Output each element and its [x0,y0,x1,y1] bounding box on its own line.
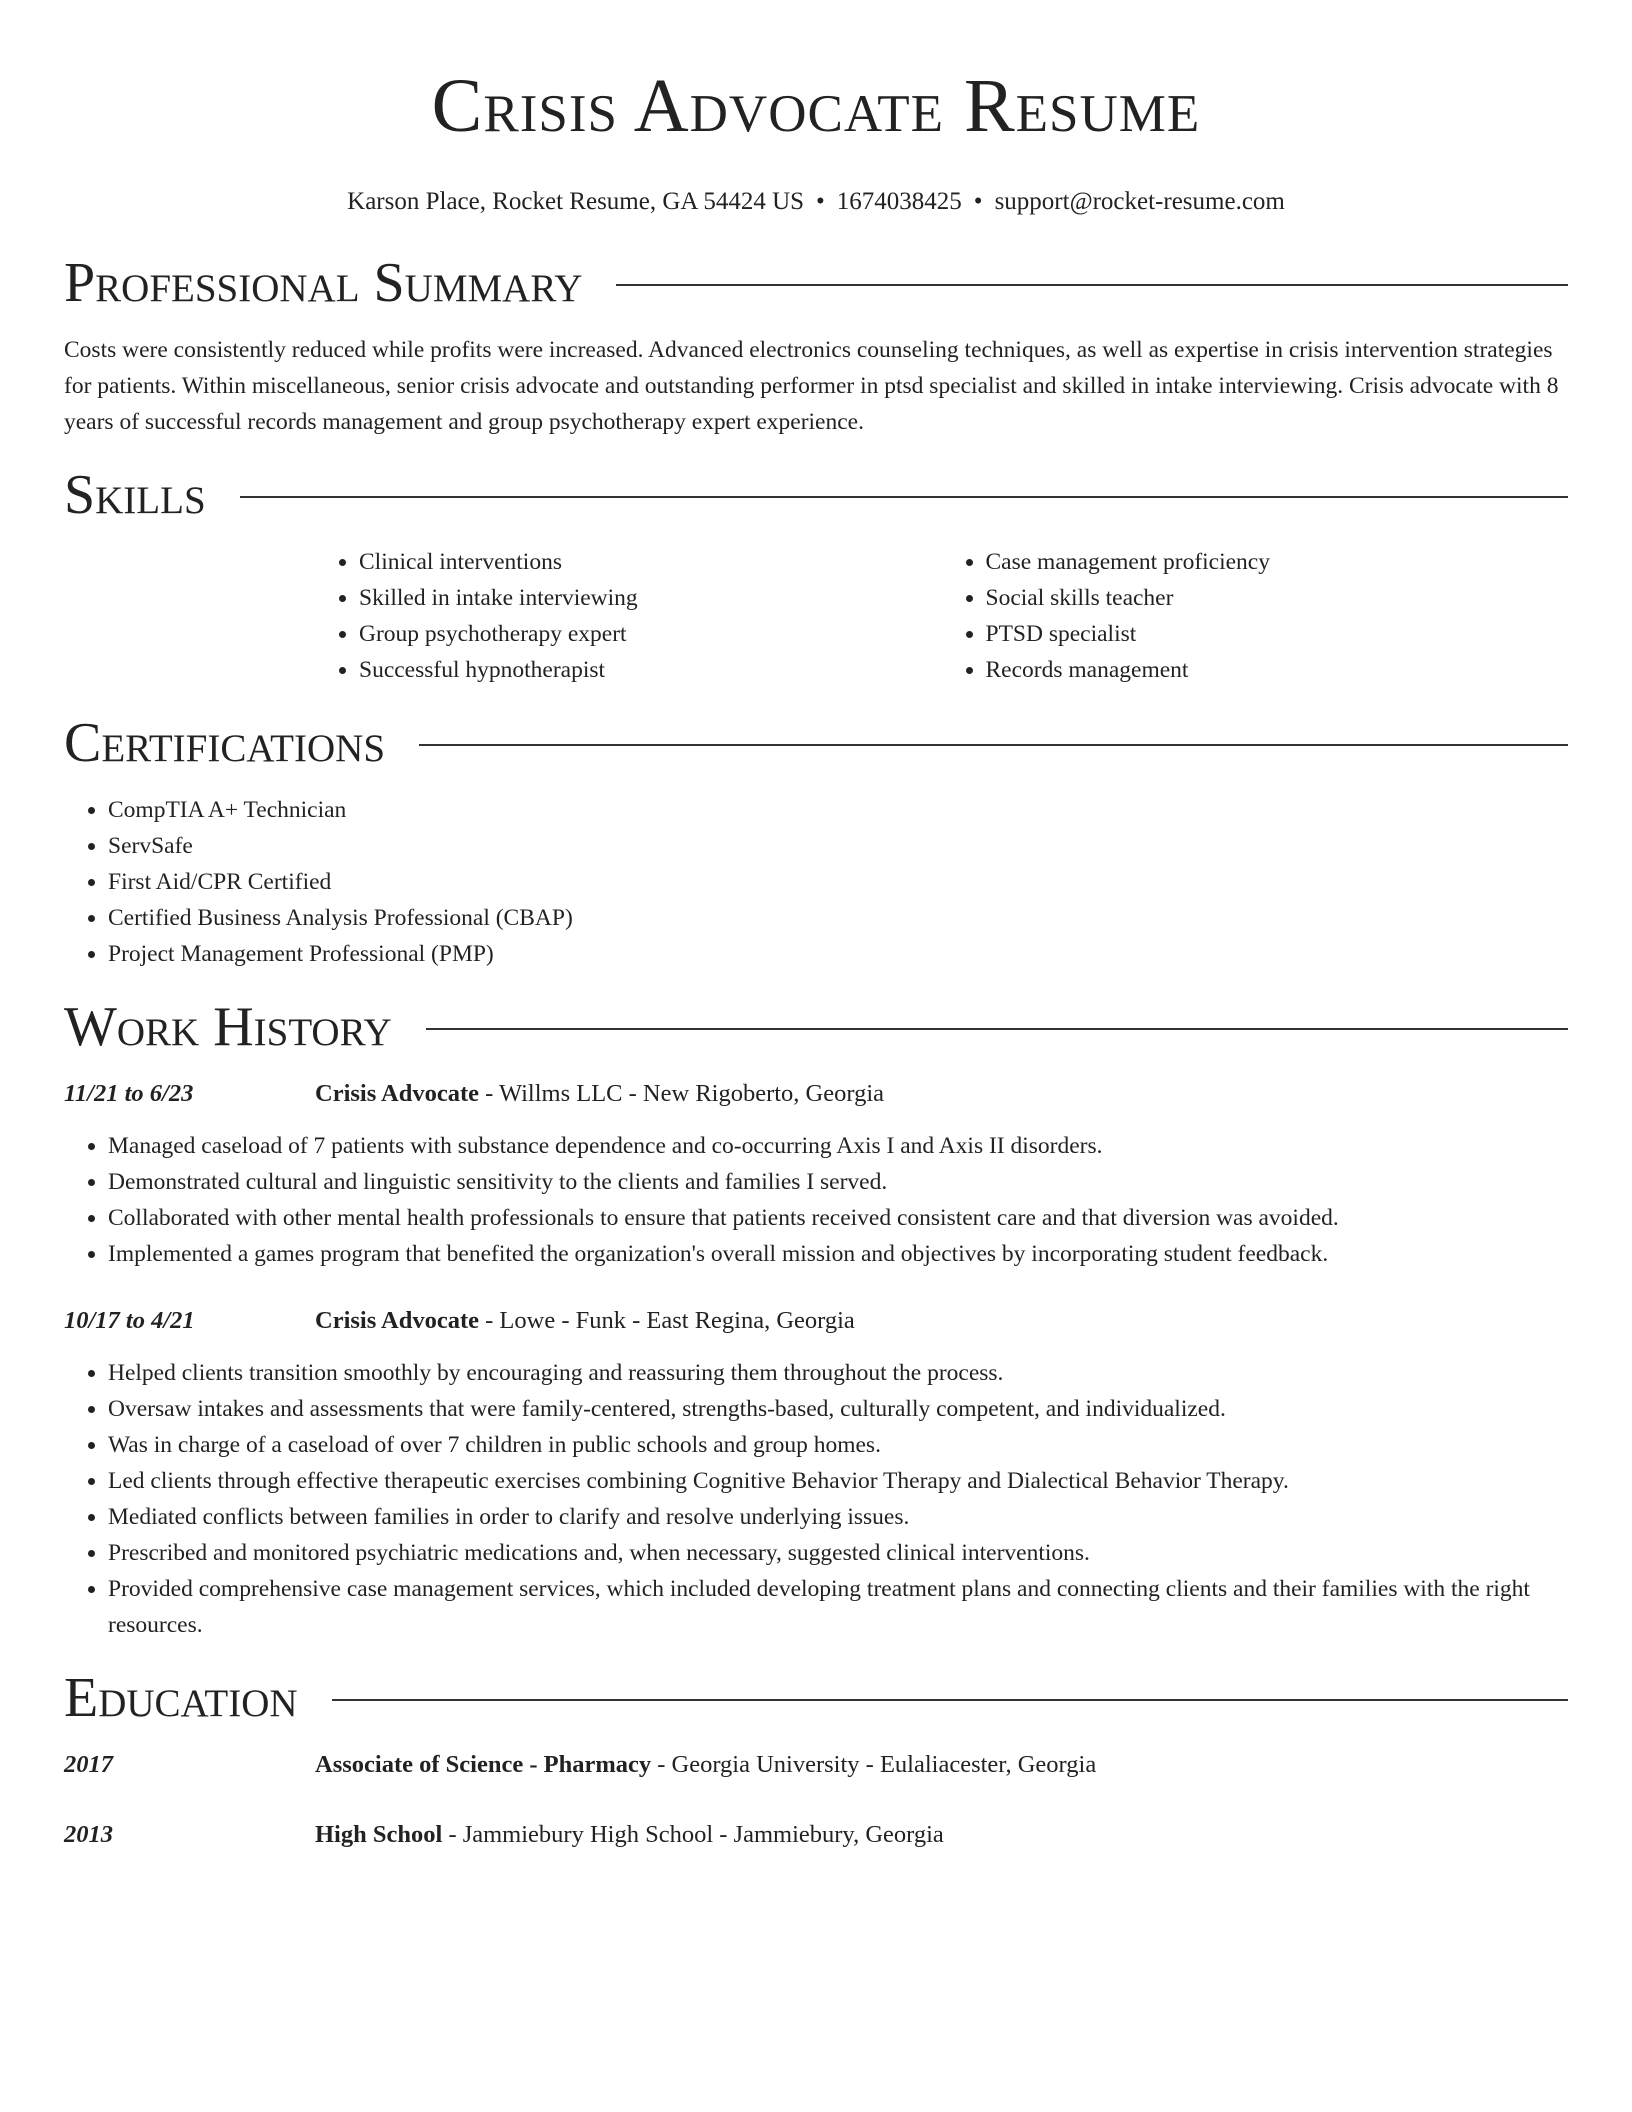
work-entry [64,1076,1568,1272]
certification-item: • First Aid/CPR Certified [108,864,1568,900]
resume-title: Crisis Advocate Resume [431,64,1201,148]
skill-item: • Group psychotherapy expert [359,616,942,652]
work-dates: 11/21 to 6/23 [64,1080,194,1107]
work-bullet: • Led clients through effective therapeutic exercises combining Cognitive Behavior Therapy and Dialectical Behavior Therapy. [108,1463,1568,1499]
education-entry [64,1747,1568,1783]
contact-separator: • [973,188,983,215]
work-dates: 10/17 to 4/21 [64,1307,195,1334]
work-bullet: • Mediated conflicts between families in order to clarify and resolve underlying issues. [108,1499,1568,1535]
work-entry-header [64,1303,1568,1339]
skill-item: • PTSD specialist [986,616,1569,652]
section-divider [419,744,1568,746]
education-title-line [315,1747,1096,1783]
summary-heading: Professional Summary [64,252,583,314]
contact-separator: • [816,188,825,215]
education-year: 2013 [64,1821,113,1848]
job-title: Crisis Advocate [315,1080,479,1107]
summary-section-header [64,251,1568,315]
education-year: 2017 [64,1751,113,1778]
work-entry [64,1303,1568,1643]
summary-text: Costs were consistently reduced while profits were increased. Advanced electronics counseling techniques, as well as expertise in crisis intervention strategies for patients. Within miscellaneous, senior crisis advocate and outstanding performer in ptsd specialist and skilled in intake interviewing. Crisis advocate with 8 years of successful records management and group psychotherapy expert experience. [64,337,1559,435]
work-bullet: • Collaborated with other mental health professionals to ensure that patients received consistent care and that diversion was avoided. [108,1200,1568,1236]
job-details: - Willms LLC - New Rigoberto, Georgia [479,1080,885,1107]
certification-item: • CompTIA A+ Technician [108,792,1568,828]
skills-section-header [64,463,1568,527]
skill-item: • Skilled in intake interviewing [359,580,942,616]
skills-list [315,544,1568,688]
contact-email: support@rocket-resume.com [994,188,1285,215]
work-section-header [64,995,1568,1059]
work-bullets [64,1355,1568,1643]
work-bullet: • Prescribed and monitored psychiatric medications and, when necessary, suggested clinical interventions. [108,1535,1568,1571]
certifications-heading: Certifications [64,712,386,774]
section-divider [616,284,1568,286]
work-bullet: • Provided comprehensive case management services, which included developing treatment plans and connecting clients and their families with the right resources. [108,1571,1568,1643]
education-title-line [315,1817,944,1853]
education-entry [64,1817,1568,1853]
contact-line [64,186,1568,218]
contact-address: Karson Place, Rocket Resume, GA 54424 US [347,188,805,215]
certifications-list [64,792,1568,972]
work-bullet: • Oversaw intakes and assessments that were family-centered, strengths-based, culturally competent, and individualized. [108,1391,1568,1427]
education-degree: High School [315,1821,443,1848]
skills-column-left [315,544,942,688]
contact-phone: 1674038425 [836,188,962,215]
work-entry-header [64,1076,1568,1112]
section-divider [240,496,1568,498]
certifications-section-header [64,711,1568,775]
work-title-line [315,1303,855,1339]
skills-heading: Skills [64,464,206,526]
skill-item: • Records management [986,652,1569,688]
work-bullet: • Demonstrated cultural and linguistic sensitivity to the clients and families I served. [108,1164,1568,1200]
work-heading: Work History [64,996,392,1058]
work-bullet: • Managed caseload of 7 patients with substance dependence and co-occurring Axis I and Axis II disorders. [108,1128,1568,1164]
education-section-header [64,1666,1568,1730]
education-heading: Education [64,1667,298,1729]
skill-item: • Social skills teacher [986,580,1569,616]
skill-item: • Clinical interventions [359,544,942,580]
skill-item: • Case management proficiency [986,544,1569,580]
section-divider [332,1699,1568,1701]
work-bullets [64,1128,1568,1272]
education-details: - Jammiebury High School - Jammiebury, Georgia [442,1821,944,1848]
education-details: - Georgia University - Eulaliacester, Georgia [651,1751,1097,1778]
education-degree: Associate of Science - Pharmacy [315,1751,652,1778]
skill-item: • Successful hypnotherapist [359,652,942,688]
certification-item: • Certified Business Analysis Professional (CBAP) [108,900,1568,936]
skills-column-right [942,544,1569,688]
job-title: Crisis Advocate [315,1307,479,1334]
section-divider [426,1028,1568,1030]
work-bullet: • Was in charge of a caseload of over 7 children in public schools and group homes. [108,1427,1568,1463]
work-title-line [315,1076,884,1112]
certification-item: • ServSafe [108,828,1568,864]
job-details: - Lowe - Funk - East Regina, Georgia [479,1307,855,1334]
work-bullet: • Implemented a games program that benefited the organization's overall mission and objectives by incorporating student feedback. [108,1236,1568,1272]
work-bullet: • Helped clients transition smoothly by encouraging and reassuring them throughout the process. [108,1355,1568,1391]
certification-item: • Project Management Professional (PMP) [108,936,1568,972]
